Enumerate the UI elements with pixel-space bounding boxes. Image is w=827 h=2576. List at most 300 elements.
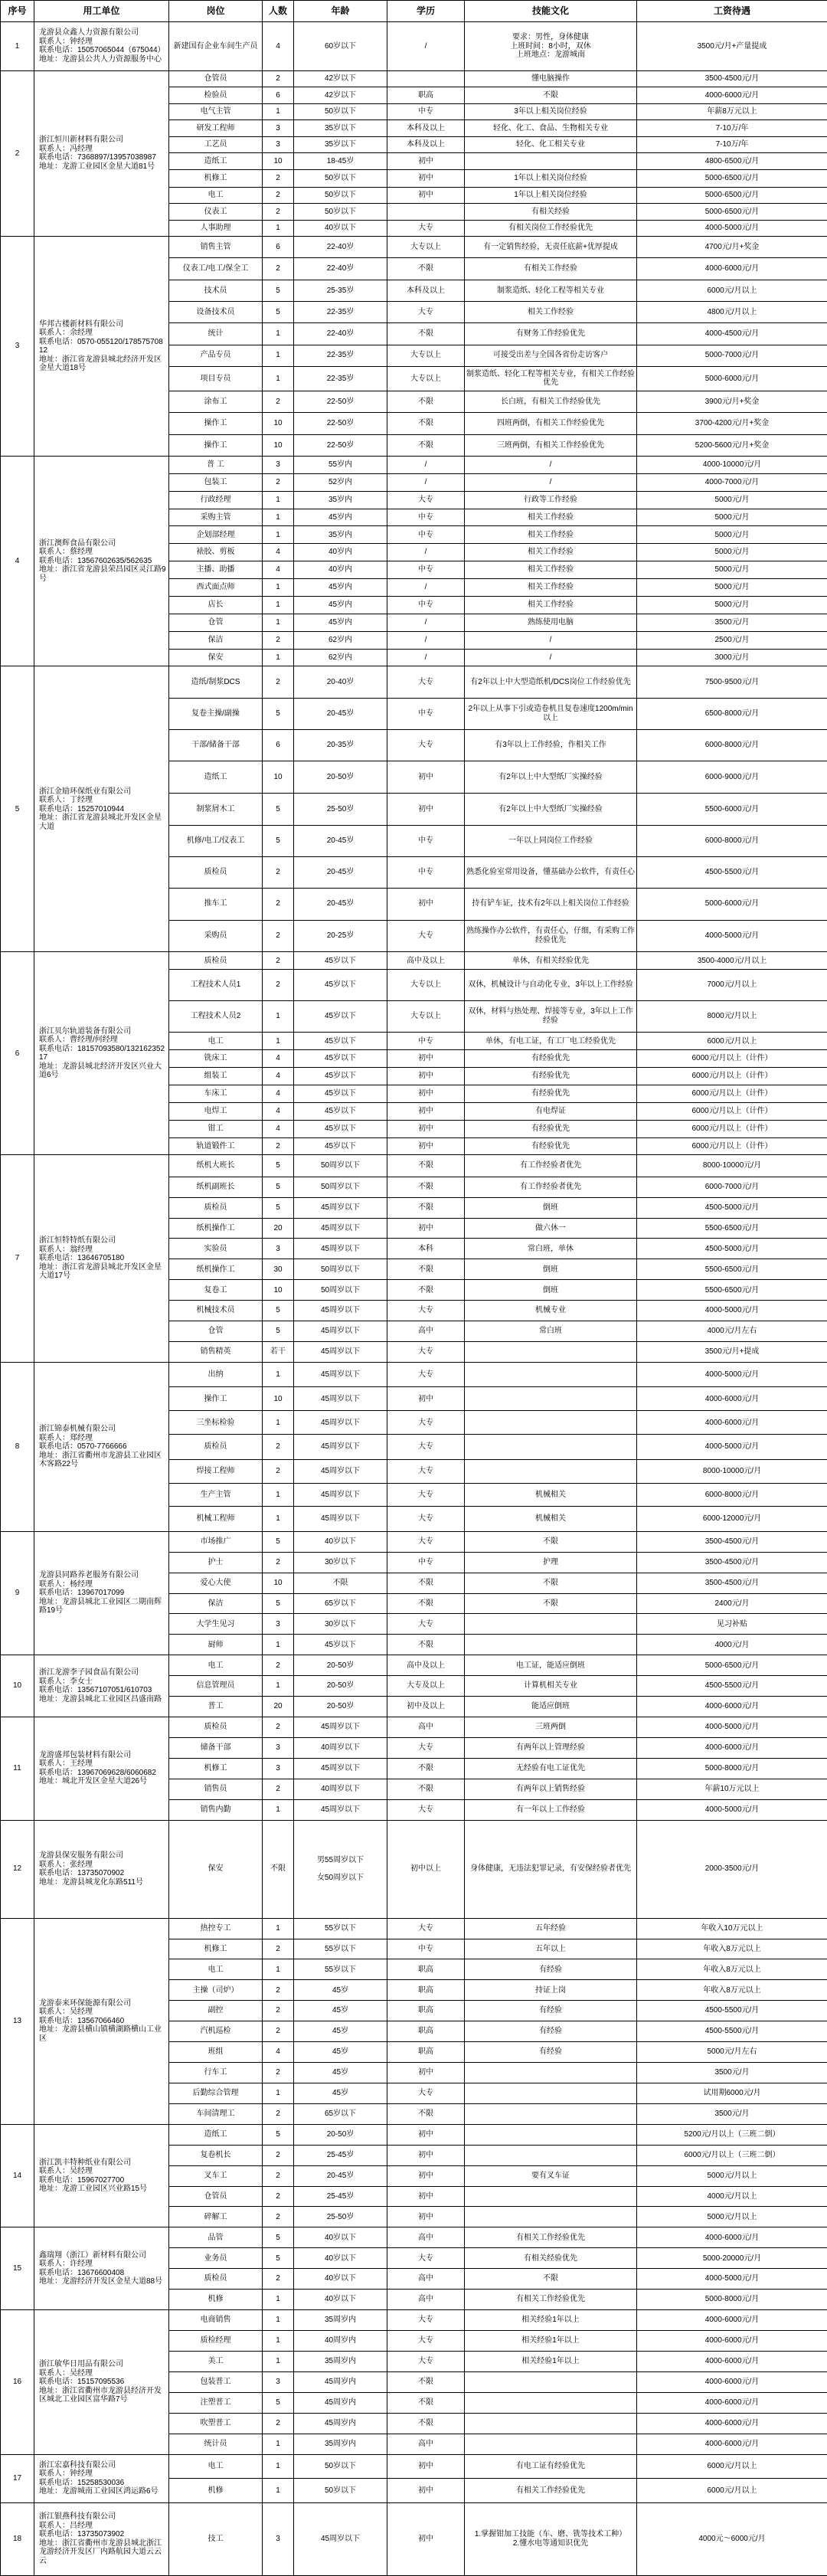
salary-cell: 2500元/月	[637, 631, 827, 649]
education-cell: 初中	[387, 187, 465, 204]
skills-cell	[465, 1411, 637, 1435]
company-cell: 浙江金励环保纸业有限公司 联系人：丁经理 联系电话：15257010944 地址：浙江省龙游县城北开发区金星大道	[34, 666, 169, 952]
salary-cell: 4500-5500元/月	[637, 1676, 827, 1697]
skills-cell: /	[465, 649, 637, 666]
salary-cell: 3500元/月+产量提成	[637, 22, 827, 70]
age-cell: 40岁内	[294, 544, 387, 561]
skills-cell: 有经验优先	[465, 1137, 637, 1155]
salary-cell: 3000元/月	[637, 649, 827, 666]
education-cell: 职高	[387, 1980, 465, 2001]
salary-cell: 4800-6500元/月	[637, 153, 827, 170]
education-cell: /	[387, 579, 465, 597]
seq-cell: 18	[1, 2502, 34, 2575]
seq-cell: 14	[1, 2124, 34, 2227]
education-cell: 初中	[387, 1120, 465, 1137]
position-cell: 推车工	[169, 888, 263, 920]
age-cell: 40岁以下	[294, 2269, 387, 2290]
position-cell: 质检经理	[169, 2331, 263, 2352]
table-row	[1, 1155, 827, 1177]
count-cell: 1	[263, 220, 294, 237]
education-cell: 中专	[387, 857, 465, 888]
seq-cell: 4	[1, 456, 34, 666]
age-cell: 45岁	[294, 2021, 387, 2042]
skills-cell: 有相关岗位工作经验优先	[465, 220, 637, 237]
age-cell: 22-40岁	[294, 323, 387, 345]
education-cell: /	[387, 544, 465, 561]
skills-cell: 有工作经验者优先	[465, 1177, 637, 1197]
skills-cell: 1年以上相关岗位经验	[465, 169, 637, 187]
count-cell: 1	[263, 2434, 294, 2454]
education-cell: 高中	[387, 2227, 465, 2248]
age-cell: 45岁以下	[294, 1033, 387, 1050]
count-cell: 4	[263, 22, 294, 70]
count-cell: 2	[263, 258, 294, 280]
age-cell: 40岁内	[294, 561, 387, 579]
seq-cell: 7	[1, 1155, 34, 1363]
position-cell: 厨师	[169, 1635, 263, 1655]
education-cell: 中专	[387, 1552, 465, 1573]
salary-cell: 4000-6000元/月	[637, 2351, 827, 2371]
position-cell: 叉车工	[169, 2165, 263, 2186]
education-cell: 初中及以上	[387, 1697, 465, 1717]
skills-cell: 有相关工作经验	[465, 258, 637, 280]
education-cell: 中专	[387, 825, 465, 857]
education-cell: 大专	[387, 2083, 465, 2103]
education-cell: 不限	[387, 1280, 465, 1301]
age-cell: 45岁以下	[294, 1050, 387, 1068]
age-cell: 55岁内	[294, 456, 387, 473]
count-cell: 1	[263, 345, 294, 366]
education-cell: 大专	[387, 491, 465, 509]
skills-cell: 五年经验	[465, 1918, 637, 1939]
education-cell: 初中	[387, 2207, 465, 2227]
skills-cell: 不限	[465, 1531, 637, 1552]
salary-cell: 4500-5500元/月	[637, 857, 827, 888]
age-cell: 20-50岁	[294, 761, 387, 794]
count-cell: 1	[263, 1411, 294, 1435]
salary-cell: 4000-5000元/月	[637, 2269, 827, 2290]
salary-cell: 3500元/月	[637, 2063, 827, 2083]
salary-cell: 3500-4500元/月	[637, 1573, 827, 1593]
count-cell: 1	[263, 509, 294, 526]
education-cell: 大专	[387, 1483, 465, 1507]
position-cell: 市场推广	[169, 1531, 263, 1552]
skills-cell: 有经验	[465, 2042, 637, 2063]
education-cell: 高中及以上	[387, 952, 465, 970]
education-cell: 中专	[387, 1939, 465, 1959]
count-cell: 2	[263, 473, 294, 491]
skills-cell: 有2年以上中大型纸厂实操经验	[465, 794, 637, 826]
count-cell: 2	[263, 857, 294, 888]
header-row	[1, 1, 827, 22]
age-cell: 45岁以下	[294, 1120, 387, 1137]
position-cell: 行政经理	[169, 491, 263, 509]
count-cell: 1	[263, 1000, 294, 1033]
count-cell: 4	[263, 1085, 294, 1102]
age-cell: 45周岁以下	[294, 1301, 387, 1321]
skills-cell: 相关工作经验	[465, 596, 637, 614]
skills-cell: 懂电脑操作	[465, 70, 637, 87]
salary-cell: 4500-5000元/月	[637, 1239, 827, 1259]
salary-cell: 6000-8000元/月	[637, 729, 827, 761]
salary-cell: 4000-7000元/月	[637, 473, 827, 491]
salary-cell: 6000元/月以上	[637, 2479, 827, 2503]
age-cell: 25-50岁	[294, 2207, 387, 2227]
position-cell: 设备技术员	[169, 302, 263, 323]
education-cell: 不限	[387, 1155, 465, 1177]
position-cell: 爱心大使	[169, 1573, 263, 1593]
education-cell: 初中	[387, 2502, 465, 2575]
education-cell: 不限	[387, 434, 465, 456]
salary-cell: 8000-10000元/月	[637, 1459, 827, 1483]
position-cell: 机械工程师	[169, 1507, 263, 1531]
education-cell: 大专	[387, 1799, 465, 1820]
count-cell: 6	[263, 237, 294, 258]
age-cell: 50岁以下	[294, 2454, 387, 2479]
count-cell: 5	[263, 1531, 294, 1552]
salary-cell: 8000元/月以上	[637, 1000, 827, 1033]
company-cell: 龙游县同路养老服务有限公司 联系人：杨经理 联系电话：13967017099 地址：龙游县城北工业园区二期南辉路19号	[34, 1531, 169, 1655]
age-cell: 20-45岁	[294, 2165, 387, 2186]
count-cell: 2	[263, 2145, 294, 2165]
skills-cell: 倒班	[465, 1259, 637, 1280]
salary-cell: 4000-6000元/月	[637, 2392, 827, 2413]
skills-cell: 有工作经验者优先	[465, 1155, 637, 1177]
position-cell: 后勤综合管理	[169, 2083, 263, 2103]
education-cell: 初中	[387, 888, 465, 920]
skills-cell	[465, 2413, 637, 2434]
salary-cell: 3500-4500元/月	[637, 1531, 827, 1552]
age-cell: 45周岁内	[294, 2392, 387, 2413]
header-position: 岗位	[169, 1, 263, 22]
age-cell: 62岁内	[294, 631, 387, 649]
skills-cell: 有经验优先	[465, 1085, 637, 1102]
count-cell: 3	[263, 1737, 294, 1758]
age-cell: 35周岁内	[294, 2310, 387, 2331]
position-cell: 西式面点师	[169, 579, 263, 597]
position-cell: 信息管理员	[169, 1676, 263, 1697]
skills-cell: 轻化、化工相关专业	[465, 136, 637, 153]
salary-cell: 6000-12000元/月	[637, 1507, 827, 1531]
age-cell: 45岁	[294, 2042, 387, 2063]
position-cell: 仓管员	[169, 2186, 263, 2207]
age-cell: 50岁以下	[294, 2479, 387, 2503]
education-cell: 中专	[387, 596, 465, 614]
count-cell: 1	[263, 1959, 294, 1980]
table-row	[1, 1531, 827, 1552]
skills-cell	[465, 1614, 637, 1635]
skills-cell: 机械专业	[465, 1301, 637, 1321]
header-seq: 序号	[1, 1, 34, 22]
salary-cell: 4000元/月左右	[637, 1321, 827, 1342]
age-cell: 42岁以下	[294, 87, 387, 104]
skills-cell: 熟练操作办公软件，有责任心，仔细，有采购工作经验优先	[465, 920, 637, 952]
salary-cell: 6000-8000元/月	[637, 825, 827, 857]
education-cell: 初中	[387, 794, 465, 826]
salary-cell: 年收入8万元以上	[637, 1980, 827, 2001]
count-cell: 2	[263, 1779, 294, 1799]
skills-cell: 单休，有相关经验优先	[465, 952, 637, 970]
count-cell: 5	[263, 1155, 294, 1177]
age-cell: 20-40岁	[294, 666, 387, 699]
count-cell: 4	[263, 1120, 294, 1137]
count-cell: 5	[263, 2227, 294, 2248]
position-cell: 研发工程师	[169, 120, 263, 137]
education-cell: 大专	[387, 1301, 465, 1321]
company-cell: 浙江银燕科技有限公司 联系人：吕经理 联系电话：13735073902 地址：浙江省衢州市龙游县城北浙江龙游经济开发区厂内路航园大道云云云	[34, 2502, 169, 2575]
education-cell: 本科及以上	[387, 120, 465, 137]
education-cell	[387, 204, 465, 221]
salary-cell: 年收入8万元以上	[637, 1939, 827, 1959]
position-cell: 质检员	[169, 2269, 263, 2290]
skills-cell: 轻化、化工、食品、生物相关专业	[465, 120, 637, 137]
education-cell: 大专	[387, 302, 465, 323]
age-cell: 30岁以下	[294, 1614, 387, 1635]
skills-cell	[465, 2083, 637, 2103]
seq-cell: 6	[1, 952, 34, 1155]
position-cell: 品管	[169, 2227, 263, 2248]
position-cell: 电工	[169, 2454, 263, 2479]
salary-cell: 4000元/月以上	[637, 2186, 827, 2207]
age-cell: 45岁	[294, 2001, 387, 2021]
age-cell: 35周岁内	[294, 2351, 387, 2371]
salary-cell: 4000-5000元/月	[637, 1301, 827, 1321]
salary-cell: 5000-6500元/月	[637, 1655, 827, 1676]
education-cell: 高中	[387, 1717, 465, 1738]
salary-cell: 7-10万/年	[637, 136, 827, 153]
age-cell: 22-35岁	[294, 345, 387, 366]
education-cell: 初中	[387, 1102, 465, 1120]
education-cell: 初中	[387, 2454, 465, 2479]
salary-cell: 5000-6000元/月	[637, 366, 827, 391]
age-cell: 20-25岁	[294, 920, 387, 952]
salary-cell: 3700-4200元/月+奖金	[637, 413, 827, 434]
education-cell: 大专以上	[387, 366, 465, 391]
education-cell: 初中	[387, 2165, 465, 2186]
education-cell: 初中	[387, 761, 465, 794]
salary-cell: 4500-5000元/月	[637, 1197, 827, 1218]
education-cell: /	[387, 456, 465, 473]
position-cell: 纸机操作工	[169, 1259, 263, 1280]
education-cell: 大专	[387, 1531, 465, 1552]
count-cell: 1	[263, 614, 294, 631]
salary-cell: 6000元/月以上	[637, 2454, 827, 2479]
education-cell: 初中	[387, 169, 465, 187]
count-cell: 10	[263, 1387, 294, 1411]
skills-cell	[465, 2145, 637, 2165]
age-cell: 22-40岁	[294, 258, 387, 280]
salary-cell: 4000-6000元/月	[637, 258, 827, 280]
age-cell: 20-45岁	[294, 825, 387, 857]
salary-cell: 3500元/月	[637, 2103, 827, 2124]
salary-cell: 5000元/月以上	[637, 2207, 827, 2227]
age-cell: 52岁内	[294, 473, 387, 491]
count-cell: 1	[263, 1676, 294, 1697]
skills-cell	[465, 2103, 637, 2124]
skills-cell: 机械相关	[465, 1483, 637, 1507]
education-cell: 大专	[387, 666, 465, 699]
education-cell: 高中	[387, 2290, 465, 2310]
age-cell: 45周岁以下	[294, 1411, 387, 1435]
count-cell: 1	[263, 366, 294, 391]
table-row	[1, 1655, 827, 1676]
count-cell: 1	[263, 323, 294, 345]
education-cell: 职高	[387, 1959, 465, 1980]
skills-cell: 有经验优先	[465, 1068, 637, 1085]
skills-cell: 有经验优先	[465, 1120, 637, 1137]
education-cell: 大专	[387, 1918, 465, 1939]
age-cell: 45周岁以下	[294, 1342, 387, 1363]
count-cell: 5	[263, 2392, 294, 2413]
position-cell: 班组	[169, 2042, 263, 2063]
education-cell: 不限	[387, 2371, 465, 2392]
position-cell: 机修工	[169, 169, 263, 187]
position-cell: 操作工	[169, 1387, 263, 1411]
education-cell: 大专	[387, 920, 465, 952]
skills-cell	[465, 1459, 637, 1483]
education-cell: 高中	[387, 1321, 465, 1342]
age-cell: 45岁以下	[294, 1102, 387, 1120]
position-cell: 店长	[169, 596, 263, 614]
seq-cell: 5	[1, 666, 34, 952]
age-cell: 22-50岁	[294, 434, 387, 456]
company-cell: 浙江恒特特纸有限公司 联系人：翁经理 联系电话：13646705180 地址：浙江省龙游县城北开发区金星大道17号	[34, 1155, 169, 1363]
count-cell: 3	[263, 2371, 294, 2392]
age-cell: 45周岁以下	[294, 1218, 387, 1239]
salary-cell: 4000-5000元/月	[637, 920, 827, 952]
skills-cell: 计算机相关专业	[465, 1676, 637, 1697]
age-cell: 20-50岁	[294, 1655, 387, 1676]
salary-cell: 8000-10000元/月	[637, 1155, 827, 1177]
education-cell: 初中	[387, 2124, 465, 2145]
age-cell: 50岁以下	[294, 169, 387, 187]
company-cell: 浙江锦泰机械有限公司 联系人：郑经理 联系电话：0570-7766666 地址：浙江省衢州市龙游县工业园区木客路22号	[34, 1363, 169, 1532]
skills-cell: 有相关工作经验优先	[465, 2290, 637, 2310]
company-cell: 浙江恒川新材料有限公司 联系人：冯经理 联系电话：7368897/13957038987 地址：龙游工业园区金星大道81号	[34, 70, 169, 237]
skills-cell: 相关工作经验	[465, 561, 637, 579]
education-cell: 初中	[387, 153, 465, 170]
position-cell: 操作工	[169, 413, 263, 434]
age-cell: 45周岁以下	[294, 1239, 387, 1259]
table-row	[1, 1820, 827, 1918]
salary-cell: 5000-6500元/月	[637, 169, 827, 187]
age-cell: 45周岁以下	[294, 1197, 387, 1218]
count-cell: 3	[263, 1614, 294, 1635]
position-cell: 工程技术人员1	[169, 970, 263, 1000]
count-cell: 2	[263, 666, 294, 699]
age-cell: 40岁以下	[294, 1531, 387, 1552]
company-cell: 龙游县保安服务有限公司 联系人：张经理 联系电话：13735070902 地址：龙游县城龙化东路511号	[34, 1820, 169, 1918]
skills-cell: 相关工作经验	[465, 579, 637, 597]
salary-cell: 4000-6000元/月	[637, 2310, 827, 2331]
position-cell: 造纸工	[169, 761, 263, 794]
seq-cell: 13	[1, 1918, 34, 2124]
age-cell: 50周岁以下	[294, 1280, 387, 1301]
position-cell: 业务员	[169, 2248, 263, 2269]
age-cell: 45周岁以下	[294, 1321, 387, 1342]
table-row	[1, 1918, 827, 1939]
salary-cell: 6000元/月以上（计件）	[637, 1068, 827, 1085]
salary-cell: 6000元/月以上	[637, 280, 827, 301]
age-cell: 22-50岁	[294, 413, 387, 434]
age-cell: 18-45岁	[294, 153, 387, 170]
count-cell: 6	[263, 729, 294, 761]
position-cell: 机械技术员	[169, 1301, 263, 1321]
table-row	[1, 2124, 827, 2145]
count-cell: 5	[263, 794, 294, 826]
company-cell: 浙江贝尔轨道装备有限公司 联系人：曹经理/何经理 联系电话：18157093580/13216235217 地址：龙游县城北经济开发区兴业大道6号	[34, 952, 169, 1155]
seq-cell: 17	[1, 2454, 34, 2502]
salary-cell: 6000元/月以上（计件）	[637, 1137, 827, 1155]
age-cell: 65岁以下	[294, 1593, 387, 1614]
seq-cell: 9	[1, 1531, 34, 1655]
skills-cell	[465, 1635, 637, 1655]
education-cell: /	[387, 473, 465, 491]
position-cell: 检验员	[169, 87, 263, 104]
position-cell: 车间清理工	[169, 2103, 263, 2124]
age-cell: 45岁以下	[294, 1635, 387, 1655]
count-cell: 20	[263, 1697, 294, 1717]
skills-cell	[465, 153, 637, 170]
count-cell: 1	[263, 2290, 294, 2310]
count-cell: 3	[263, 1758, 294, 1779]
skills-cell: 三班两倒	[465, 1717, 637, 1738]
position-cell: 主操（司炉）	[169, 1980, 263, 2001]
skills-cell: 相关工作经验	[465, 509, 637, 526]
count-cell: 5	[263, 1593, 294, 1614]
age-cell: 35岁内	[294, 491, 387, 509]
salary-cell: 5200-5600元/月+奖金	[637, 434, 827, 456]
skills-cell: 常白班	[465, 1321, 637, 1342]
count-cell: 2	[263, 70, 294, 87]
skills-cell: 有两年以上管理经验	[465, 1737, 637, 1758]
header-salary: 工资待遇	[637, 1, 827, 22]
salary-cell: 4000-10000元/月	[637, 456, 827, 473]
education-cell: 初中	[387, 1085, 465, 1102]
education-cell: 不限	[387, 258, 465, 280]
count-cell: 4	[263, 2042, 294, 2063]
age-cell: 20-45岁	[294, 888, 387, 920]
count-cell: 2	[263, 2413, 294, 2434]
position-cell: 质检员	[169, 1717, 263, 1738]
position-cell: 统计员	[169, 2434, 263, 2454]
skills-cell: 不限	[465, 1593, 637, 1614]
count-cell: 3	[263, 2502, 294, 2575]
salary-cell: 3500元/月+提成	[637, 1342, 827, 1363]
position-cell: 出纳	[169, 1363, 263, 1387]
count-cell: 5	[263, 1301, 294, 1321]
age-cell: 50周岁以下	[294, 1177, 387, 1197]
salary-cell: 5200元/月以上（三班二倒）	[637, 2124, 827, 2145]
table-row	[1, 1363, 827, 1387]
count-cell: 2	[263, 1459, 294, 1483]
salary-cell: 4700元/月+奖金	[637, 237, 827, 258]
education-cell: 大专	[387, 2310, 465, 2331]
skills-cell: 能适应倒班	[465, 1697, 637, 1717]
education-cell: 初中	[387, 1387, 465, 1411]
count-cell: 5	[263, 2124, 294, 2145]
education-cell: 初中	[387, 2063, 465, 2083]
table-row	[1, 456, 827, 473]
salary-cell: 6500-8000元/月	[637, 699, 827, 729]
count-cell: 3	[263, 136, 294, 153]
skills-cell	[465, 2434, 637, 2454]
skills-cell: 电工证，能适应倒班	[465, 1655, 637, 1676]
age-cell: 45岁内	[294, 596, 387, 614]
skills-cell: 做六休一	[465, 1218, 637, 1239]
count-cell: 5	[263, 302, 294, 323]
salary-cell: 4000-5000元/月	[637, 1717, 827, 1738]
